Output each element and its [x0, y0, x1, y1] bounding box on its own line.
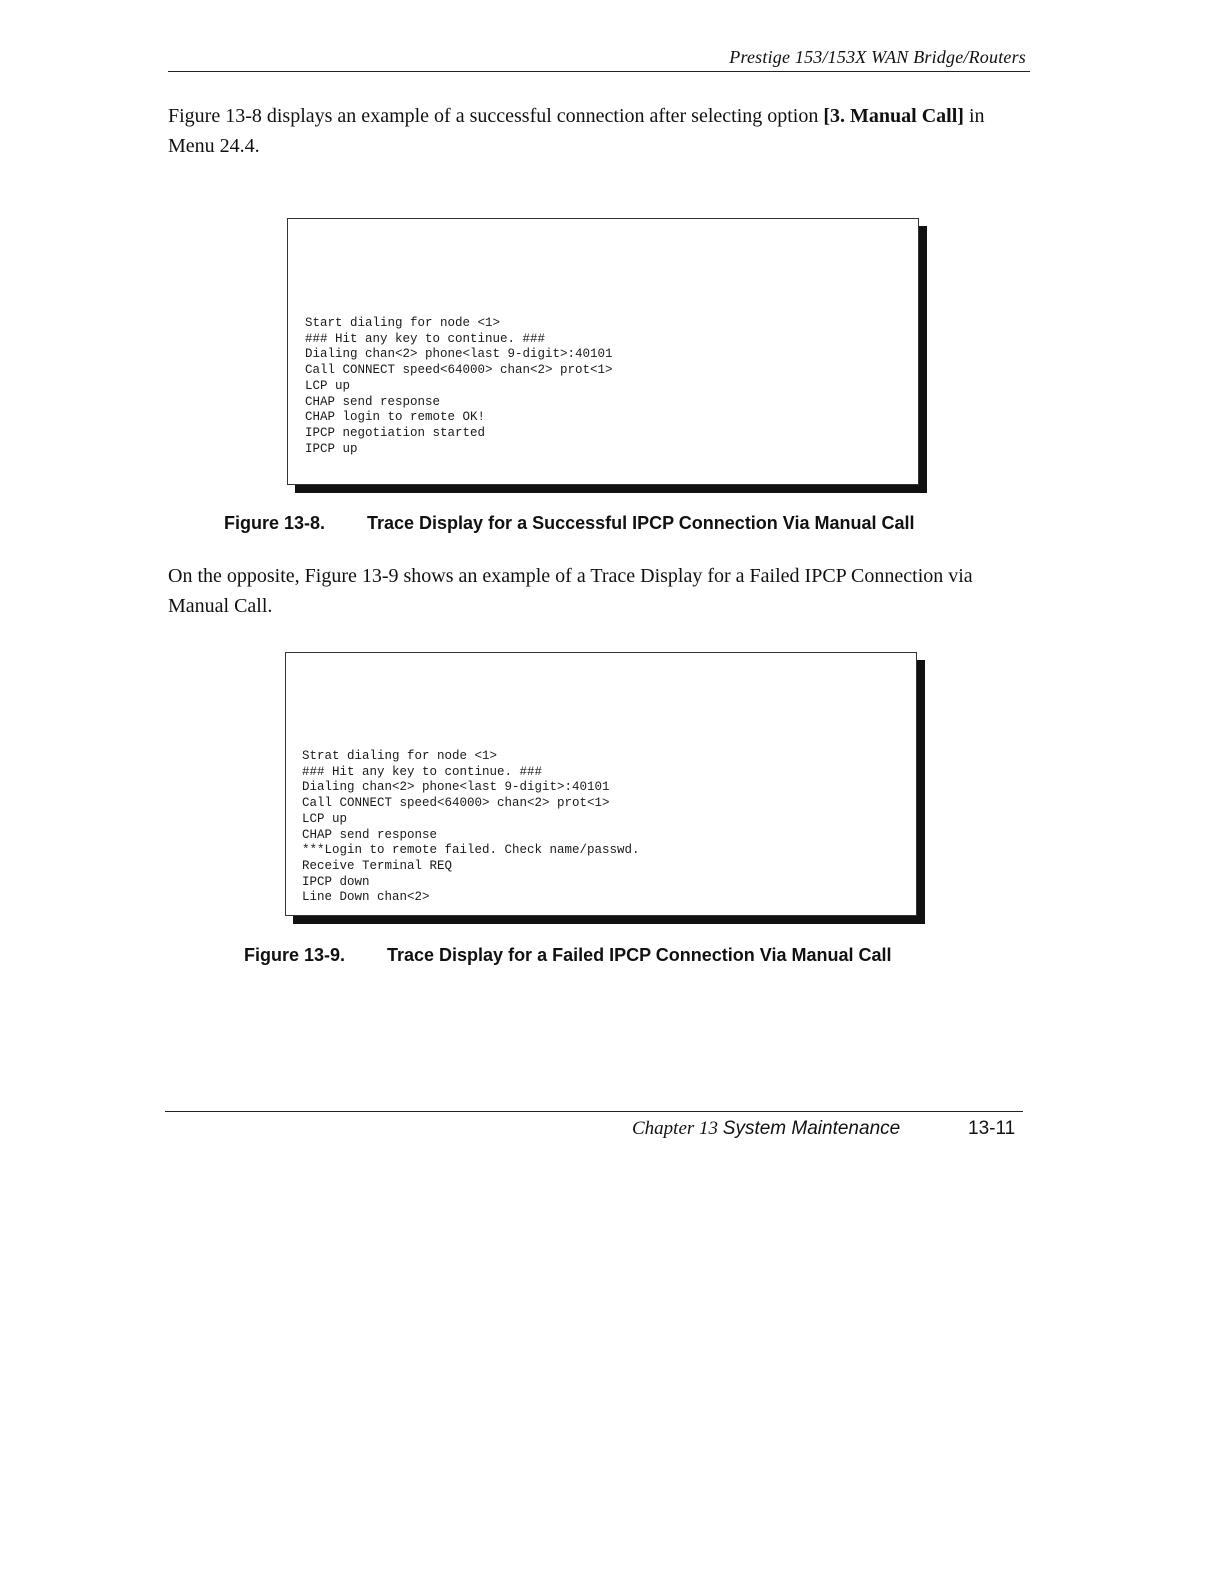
figure-13-8-label: Figure 13-8.	[224, 513, 326, 533]
trace-line: Receive Terminal REQ	[302, 858, 453, 873]
header-rule	[168, 71, 1030, 72]
figure-13-8-title: Trace Display for a Successful IPCP Connection Via Manual Call	[367, 513, 915, 533]
trace-line: Call CONNECT speed<64000> chan<2> prot<1>	[302, 796, 610, 811]
figure-13-9-title: Trace Display for a Failed IPCP Connection Via Manual Call	[387, 945, 892, 965]
intro-text-before: Figure 13-8 displays an example of a successful connection after selecting option	[168, 105, 824, 127]
trace-line: ### Hit any key to continue. ###	[305, 331, 546, 346]
intro-text-after: in Menu 24.4.	[168, 105, 985, 157]
running-header-title: Prestige 153/153X WAN Bridge/Routers	[729, 47, 1026, 67]
trace-line: IPCP down	[302, 874, 370, 889]
trace-line: IPCP up	[305, 441, 358, 456]
trace-line: ### Hit any key to continue. ###	[302, 764, 543, 779]
footer-chapter	[632, 1117, 900, 1141]
trace-line: LCP up	[305, 378, 351, 393]
figure-13-9-caption	[244, 944, 891, 966]
intro-paragraph	[168, 101, 1018, 161]
trace-lines-13-9	[302, 749, 640, 906]
trace-line: IPCP negotiation started	[305, 425, 486, 440]
trace-line: Strat dialing for node <1>	[302, 749, 498, 763]
trace-line: CHAP send response	[305, 394, 441, 409]
trace-line: LCP up	[302, 811, 348, 826]
trace-lines-13-8	[305, 316, 613, 457]
trace-line: Start dialing for node <1>	[305, 316, 501, 330]
figure-13-9-label: Figure 13-9.	[244, 945, 346, 965]
trace-line: Dialing chan<2> phone<last 9-digit>:40101	[305, 347, 613, 362]
trace-line: ***Login to remote failed. Check name/passwd.	[302, 843, 640, 858]
footer-rule	[165, 1111, 1023, 1112]
trace-line: Line Down chan<2>	[302, 890, 430, 905]
trace-line: CHAP login to remote OK!	[305, 410, 486, 425]
trace-display-figure-13-9	[285, 652, 917, 916]
trace-display-figure-13-8	[287, 218, 919, 485]
footer-chapter-number: Chapter 13	[632, 1118, 719, 1139]
figure-13-8-caption	[224, 512, 915, 534]
trace-line: CHAP send response	[302, 827, 438, 842]
intro-bold-option: [3. Manual Call]	[823, 105, 964, 127]
footer-chapter-title: System Maintenance	[722, 1118, 901, 1139]
middle-paragraph: On the opposite, Figure 13-9 shows an example of a Trace Display for a Failed IPCP Connection via Manual Call.	[168, 565, 973, 617]
trace-line: Call CONNECT speed<64000> chan<2> prot<1>	[305, 363, 613, 378]
trace-line: Dialing chan<2> phone<last 9-digit>:40101	[302, 780, 610, 795]
page-number: 13-11	[968, 1118, 1016, 1139]
